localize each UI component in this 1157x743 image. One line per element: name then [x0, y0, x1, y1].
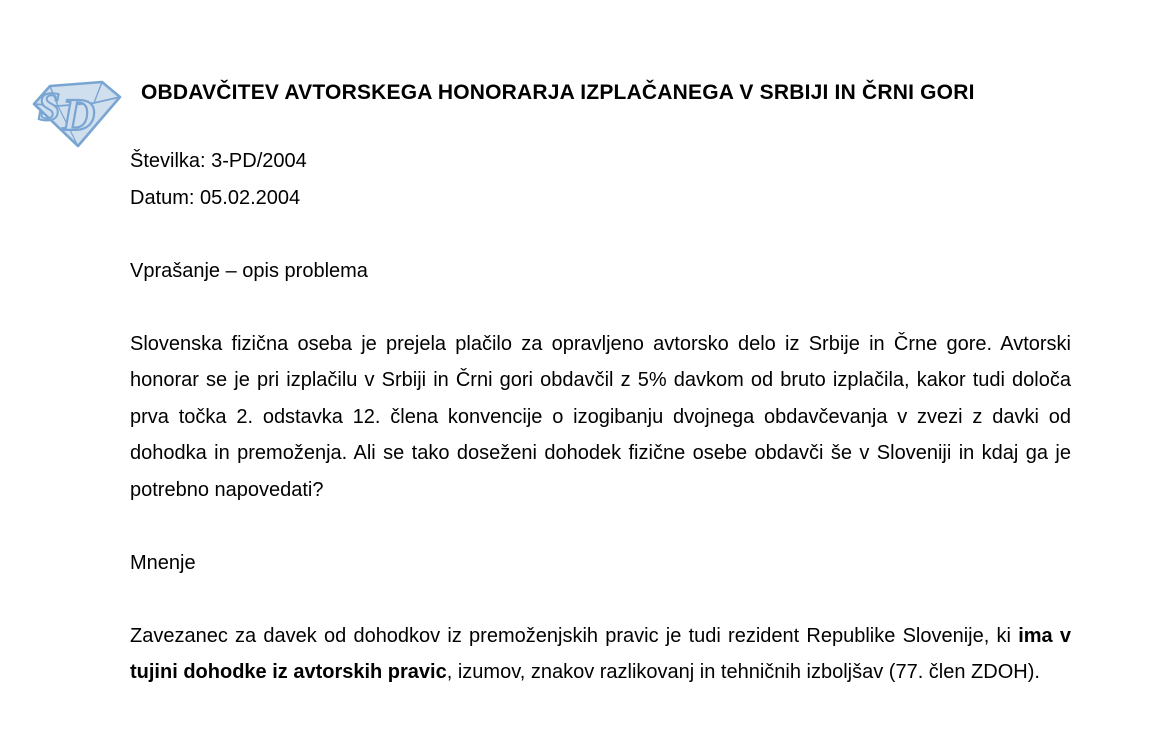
sd-diamond-logo [28, 76, 124, 148]
opinion-text-part1: Zavezanec za davek od dohodkov iz premoženjskih pravic je tudi rezident Republike Slovenije, ki [130, 624, 1019, 647]
diamond-gem-icon [28, 76, 124, 148]
document-title: OBDAVČITEV AVTORSKEGA HONORARJA IZPLAČANEGA V SRBIJI IN ČRNI GORI [141, 81, 975, 104]
opinion-text-bold: ima v tujini dohodke iz avtorskih pravic [130, 624, 1071, 683]
question-heading: Vprašanje – opis problema [130, 259, 368, 282]
svg-text:S: S [38, 84, 61, 129]
opinion-text-part2: , izumov, znakov razlikovanj in tehničnih izboljšav (77. člen ZDOH). [446, 661, 1040, 683]
question-paragraph: Slovenska fizična oseba je prejela plačilo za opravljeno avtorsko delo iz Srbije in Črne gore. Avtorski honorar se je pri izplačilu v Srbiji in Črni gori obdavčil z 5% davkom od bruto izplačila, kakor tudi določa prva točka 2. odstavka 12. člena konvencije o izogibanju dvojnega obdavčevanja v zvezi z davki od dohodka in premoženja. Ali se tako doseženi dohodek fizične osebe obdavči še v Sloveniji in kdaj ga je potrebno napovedati? [130, 332, 1071, 501]
svg-text:D: D [62, 89, 96, 140]
opinion-paragraph [130, 618, 1071, 691]
opinion-heading: Mnenje [130, 551, 196, 574]
document-number-line: Številka: 3-PD/2004 [130, 150, 307, 172]
document-body [130, 143, 1071, 691]
document-date-line: Datum: 05.02.2004 [130, 186, 301, 209]
